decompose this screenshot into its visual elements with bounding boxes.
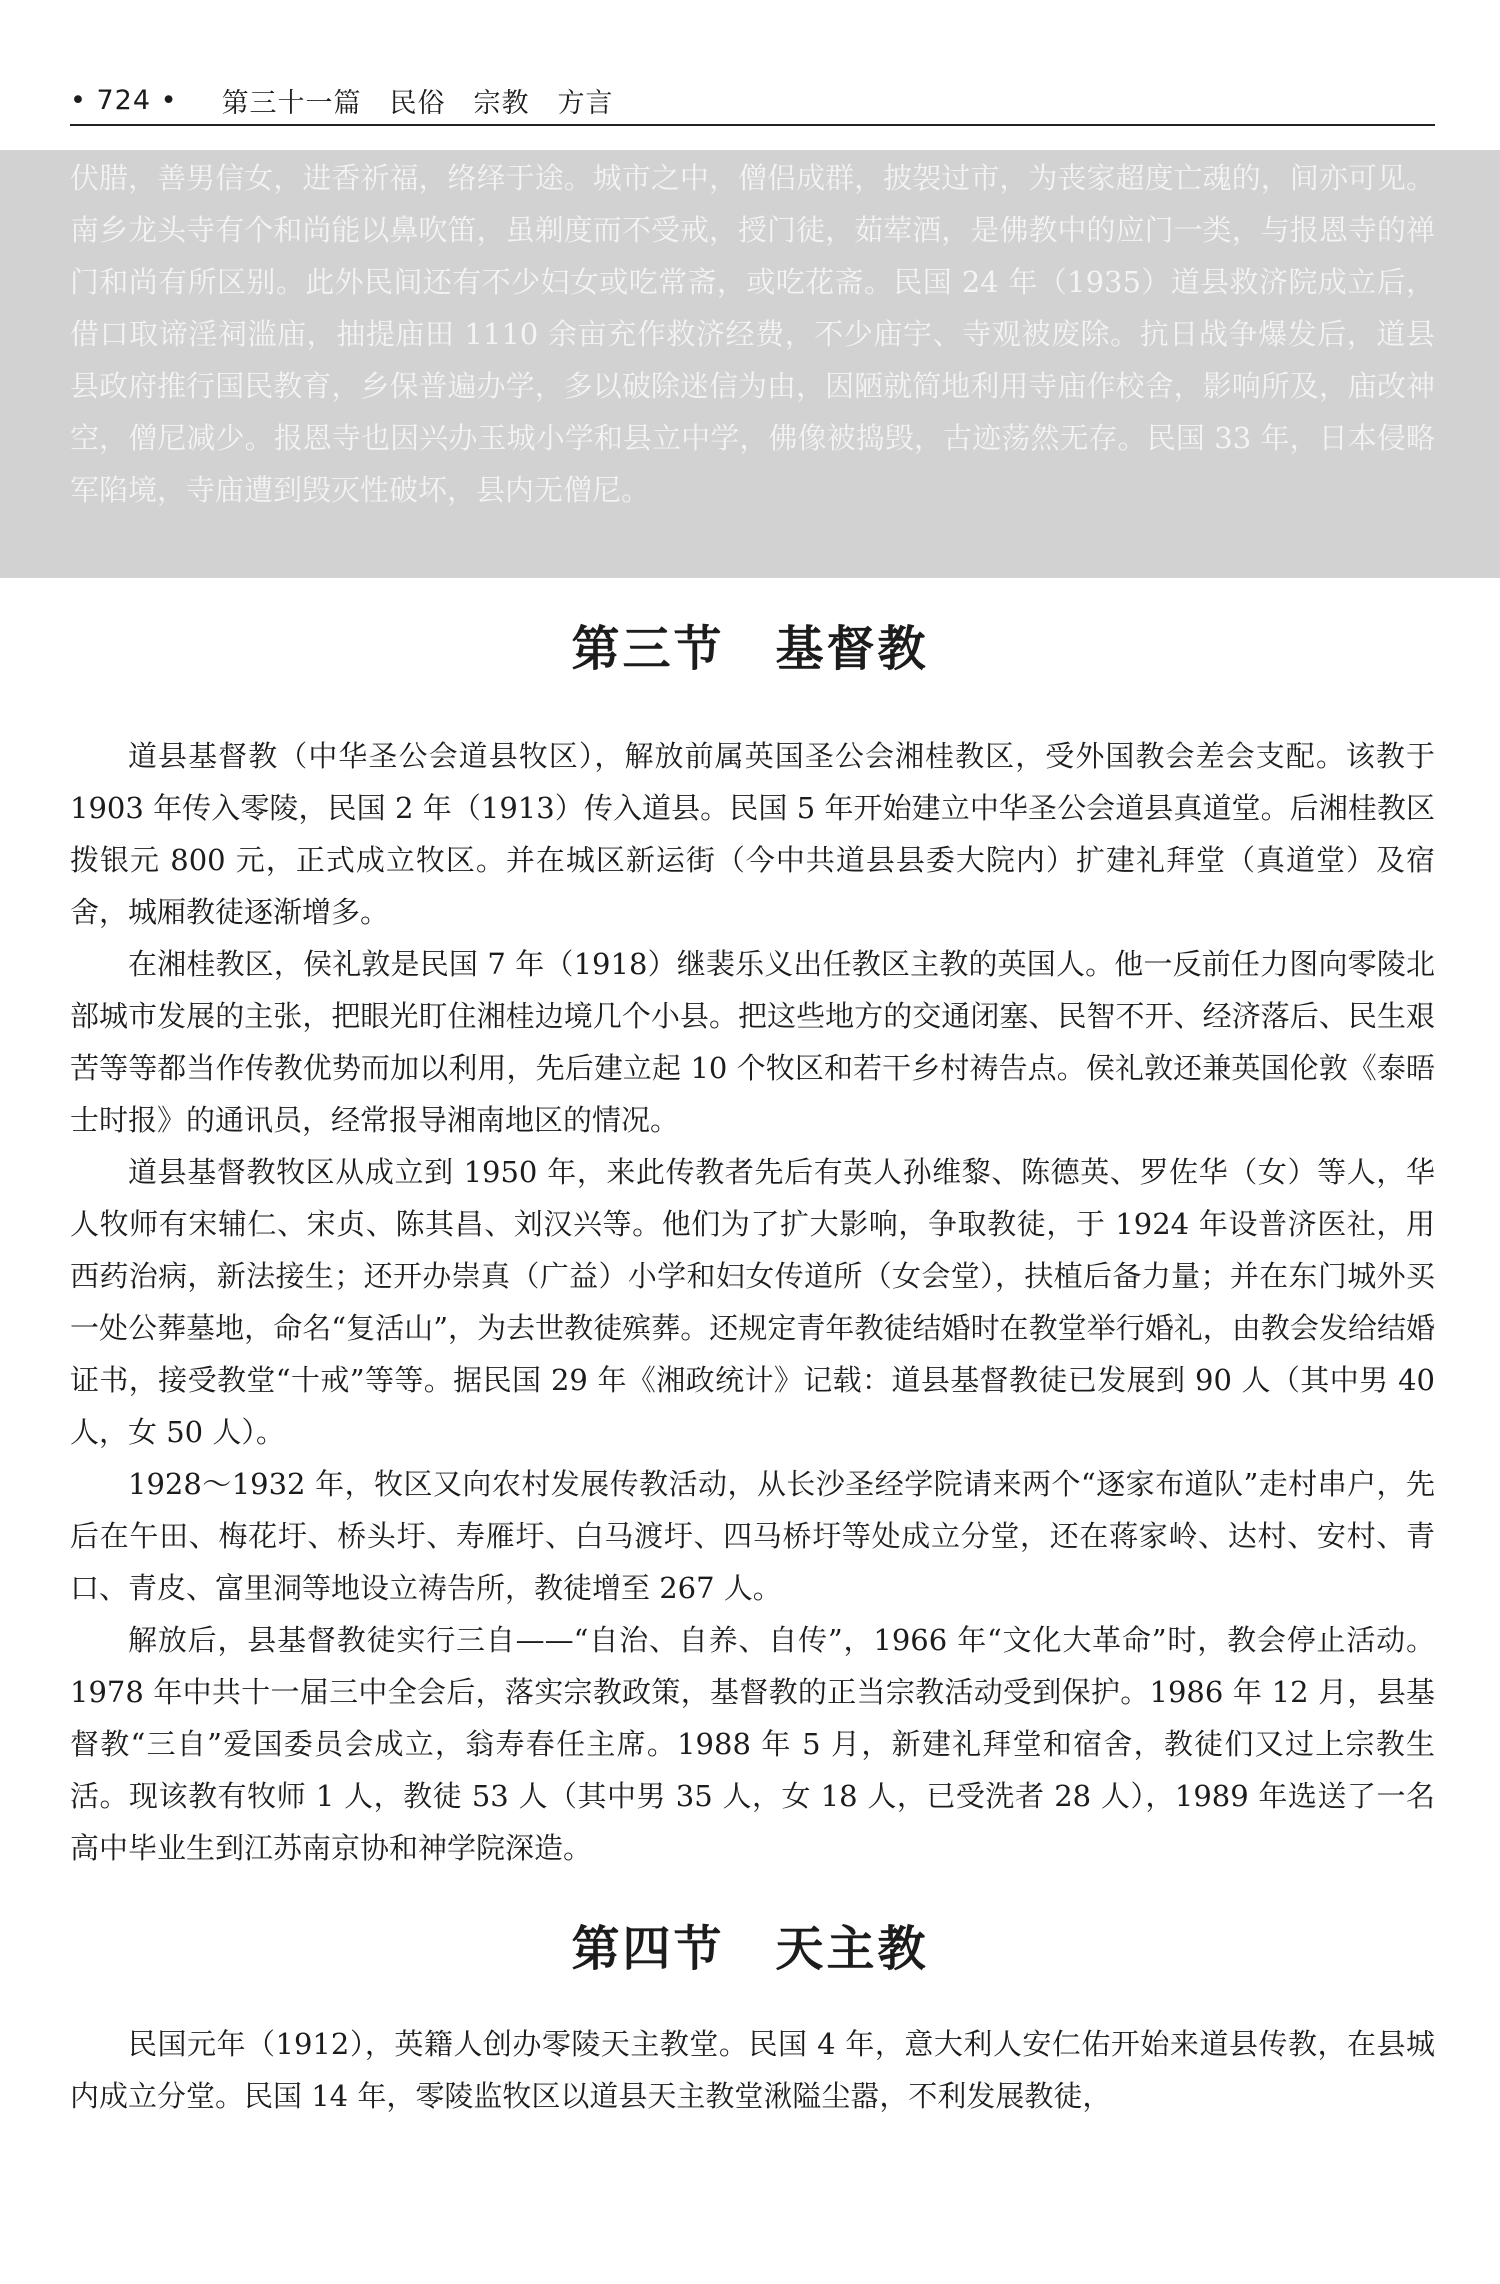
section-3-title: 第三节 基督教 — [571, 621, 929, 677]
page-number: • 724 • — [70, 84, 178, 116]
paragraph: 在湘桂教区，侯礼敦是民国 7 年（1918）继裴乐义出任教区主教的英国人。他一反前任力图向零陵北部城市发展的主张，把眼光盯住湘桂边境几个小县。把这些地方的交通闭塞、民智不开、经济落后、民生艰苦等等都当作传教优势而加以利用，先后建立起 10 个牧区和若干乡村祷告点。侯礼敦还兼英国伦敦《泰晤士时报》的通讯员，经常报导湘南地区的情况。 — [70, 947, 1435, 1137]
section-4-body — [70, 2018, 1435, 2122]
paragraph: 民国元年（1912），英籍人创办零陵天主教堂。民国 4 年，意大利人安仁佑开始来道县传教，在县城内成立分堂。民国 14 年，零陵监牧区以道县天主教堂湫隘尘嚣，不利发展教徒， — [70, 2027, 1435, 2113]
highlighted-text — [70, 152, 1435, 516]
highlighted-paragraph: 伏腊，善男信女，进香祈福，络绎于途。城市之中，僧侣成群，披袈过市，为丧家超度亡魂的，间亦可见。南乡龙头寺有个和尚能以鼻吹笛，虽剃度而不受戒，授门徒，茹荤酒，是佛教中的应门一类，与报恩寺的禅门和尚有所区别。此外民间还有不少妇女或吃常斋，或吃花斋。民国 24 年（1935）道县救济院成立后，借口取谛淫祠滥庙，抽提庙田 1110 余亩充作救济经费，不少庙宇、寺观被废除。抗日战争爆发后，道县县政府推行国民教育，乡保普遍办学，多以破除迷信为由，因陋就简地利用寺庙作校舍，影响所及，庙改神空，僧尼减少。报恩寺也因兴办玉城小学和县立中学，佛像被捣毁，古迹荡然无存。民国 33 年，日本侵略军陷境，寺庙遭到毁灭性破坏，县内无僧尼。 — [70, 161, 1435, 507]
paragraph: 解放后，县基督教徒实行三自——“自治、自养、自传”，1966 年“文化大革命”时，教会停止活动。1978 年中共十一届三中全会后，落实宗教政策，基督教的正当宗教活动受到保护。1986 年 12 月，县基督教“三自”爱国委员会成立，翁寿春任主席。1988 年 5 月，新建礼拜堂和宿舍，教徒们又过上宗教生活。现该教有牧师 1 人，教徒 53 人（其中男 35 人，女 18 人，已受洗者 28 人），1989 年选送了一名高中毕业生到江苏南京协和神学院深造。 — [70, 1623, 1435, 1865]
section-4-title: 第四节 天主教 — [571, 1921, 929, 1977]
paragraph: 1928～1932 年，牧区又向农村发展传教活动，从长沙圣经学院请来两个“逐家布道队”走村串户，先后在午田、梅花圩、桥头圩、寿雁圩、白马渡圩、四马桥圩等处成立分堂，还在蒋家岭、达村、安村、青口、青皮、富里洞等地设立祷告所，教徒增至 267 人。 — [70, 1467, 1435, 1605]
paragraph: 道县基督教牧区从成立到 1950 年，来此传教者先后有英人孙维黎、陈德英、罗佐华（女）等人，华人牧师有宋辅仁、宋贞、陈其昌、刘汉兴等。他们为了扩大影响，争取教徒，于 1924 年设普济医社，用西药治病，新法接生；还开办崇真（广益）小学和妇女传道所（女会堂），扶植后备力量；并在东门城外买一处公葬墓地，命名“复活山”，为去世教徒殡葬。还规定青年教徒结婚时在教堂举行婚礼，由教会发给结婚证书，接受教堂“十戒”等等。据民国 29 年《湘政统计》记载：道县基督教徒已发展到 90 人（其中男 40 人，女 50 人）。 — [70, 1155, 1435, 1449]
header-rule — [70, 124, 1435, 126]
chapter-title: 第三十一篇 民俗 宗教 方言 — [221, 87, 614, 119]
section-3-body — [70, 730, 1435, 1874]
paragraph: 道县基督教（中华圣公会道县牧区），解放前属英国圣公会湘桂教区，受外国教会差会支配。该教于 1903 年传入零陵，民国 2 年（1913）传入道县。民国 5 年开始建立中华圣公会道县真道堂。后湘桂教区拨银元 800 元，正式成立牧区。并在城区新运街（今中共道县县委大院内）扩建礼拜堂（真道堂）及宿舍，城厢教徒逐渐增多。 — [70, 739, 1435, 929]
running-header — [70, 78, 1435, 122]
